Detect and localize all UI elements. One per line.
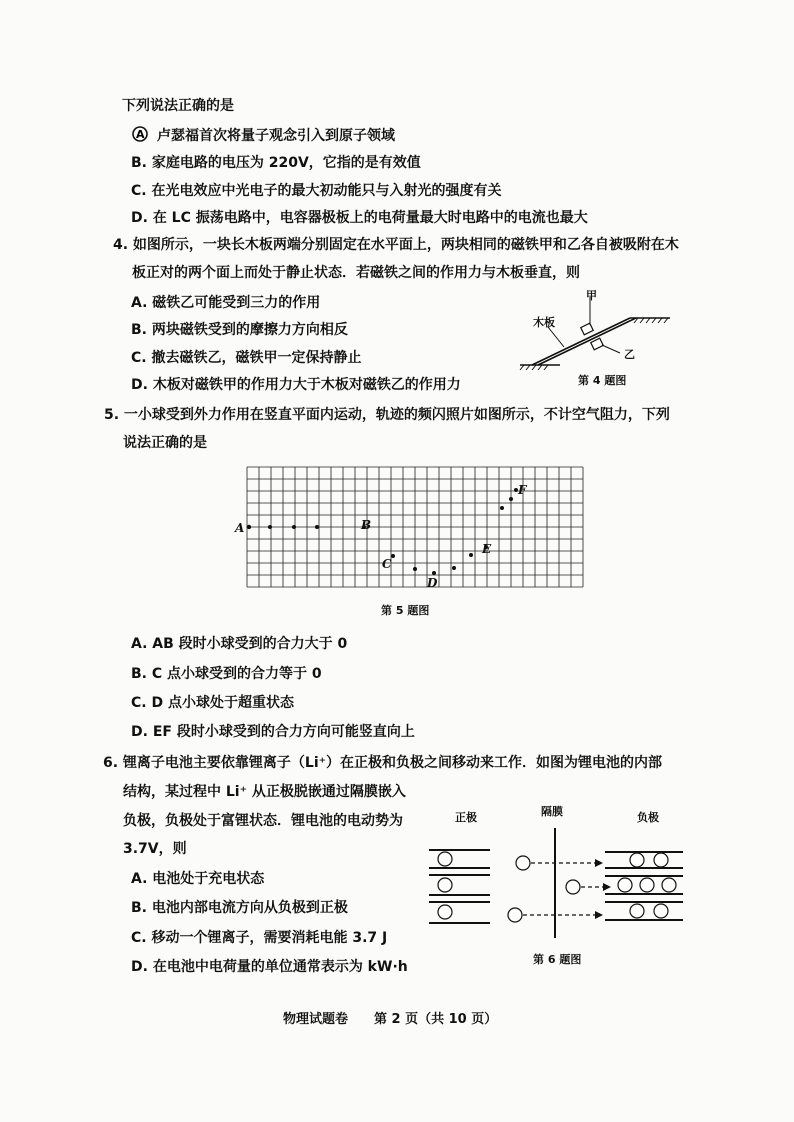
q5-stem-line1: 5. 一小球受到外力作用在竖直平面内运动，轨迹的频闪照片如图所示，不计空气阻力，下列 [104, 407, 670, 423]
q5-label-a: A [235, 521, 245, 535]
q3-option-b: B. 家庭电路的电压为 220V，它指的是有效值 [131, 155, 421, 171]
q4-option-b: B. 两块磁铁受到的摩擦力方向相反 [131, 322, 348, 338]
q6-option-d: D. 在电池中电荷量的单位通常表示为 kW·h [131, 959, 408, 975]
q5-label-f: F [518, 483, 527, 497]
q6-battery-figure [425, 820, 695, 940]
q4-stem-line2: 板正对的两个面上而处于静止状态．若磁铁之间的作用力与木板垂直，则 [132, 265, 580, 281]
q5-stem-line2: 说法正确的是 [123, 435, 207, 451]
q3-answer-mark-circle [130, 124, 150, 144]
q6-option-b: B. 电池内部电流方向从负极到正极 [131, 900, 348, 916]
q4-label-jia: 甲 [586, 289, 597, 302]
q6-option-a: A. 电池处于充电状态 [131, 871, 265, 887]
q5-grid-figure [247, 467, 583, 587]
q5-point-a [247, 525, 251, 529]
q5-option-d: D. EF 段时小球受到的合力方向可能竖直向上 [131, 724, 415, 740]
q3-option-c: C. 在光电效应中光电子的最大初动能只与入射光的强度有关 [131, 183, 502, 199]
q5-label-e: E [482, 542, 492, 556]
q4-option-c: C. 撤去磁铁乙，磁铁甲一定保持静止 [131, 350, 362, 366]
q5-option-a: A. AB 段时小球受到的合力大于 0 [131, 636, 348, 652]
q3-stem: 下列说法正确的是 [122, 98, 234, 114]
q5-point-d [432, 571, 436, 575]
q5-caption: 第 5 题图 [381, 604, 430, 617]
q4-caption: 第 4 题图 [578, 374, 627, 387]
page-footer: 物理试题卷 第 2 页（共 10 页） [283, 1012, 498, 1027]
q6-label-negative: 负极 [637, 811, 659, 824]
q4-label-yi: 乙 [624, 348, 635, 361]
q5-label-d: D [427, 576, 438, 590]
q6-stem-line4: 3.7V，则 [123, 841, 187, 857]
q6-stem-line3: 负极，负极处于富锂状态．锂电池的电动势为 [123, 813, 403, 829]
svg-text:A: A [136, 128, 145, 141]
q4-option-d: D. 木板对磁铁甲的作用力大于木板对磁铁乙的作用力 [131, 377, 461, 393]
q6-option-c: C. 移动一个锂离子，需要消耗电能 3.7 J [131, 930, 388, 946]
q4-stem-line1: 4. 如图所示，一块长木板两端分别固定在水平面上，两块相同的磁铁甲和乙各自被吸附在木 [113, 237, 679, 253]
q4-figure [520, 285, 680, 375]
q3-option-a: 卢瑟福首次将量子观念引入到原子领域 [157, 128, 395, 144]
q6-label-positive: 正极 [455, 811, 477, 824]
q3-option-d: D. 在 LC 振荡电路中，电容器极板上的电荷量最大时电路中的电流也最大 [131, 210, 588, 226]
q5-label-c: C [382, 557, 392, 571]
q6-stem-line1: 6. 锂离子电池主要依靠锂离子（Li⁺）在正极和负极之间移动来工作．如图为锂电池的内部 [103, 755, 663, 771]
q4-label-board: 木板 [533, 316, 555, 329]
q5-option-b: B. C 点小球受到的合力等于 0 [131, 666, 322, 682]
q5-option-c: C. D 点小球处于超重状态 [131, 695, 294, 711]
q4-option-a: A. 磁铁乙可能受到三力的作用 [131, 295, 321, 311]
q5-label-b: B [361, 518, 372, 532]
q6-caption: 第 6 题图 [533, 953, 582, 966]
q6-stem-line2: 结构，某过程中 Li⁺ 从正极脱嵌通过隔膜嵌入 [123, 784, 406, 800]
q6-label-separator: 隔膜 [541, 805, 563, 818]
